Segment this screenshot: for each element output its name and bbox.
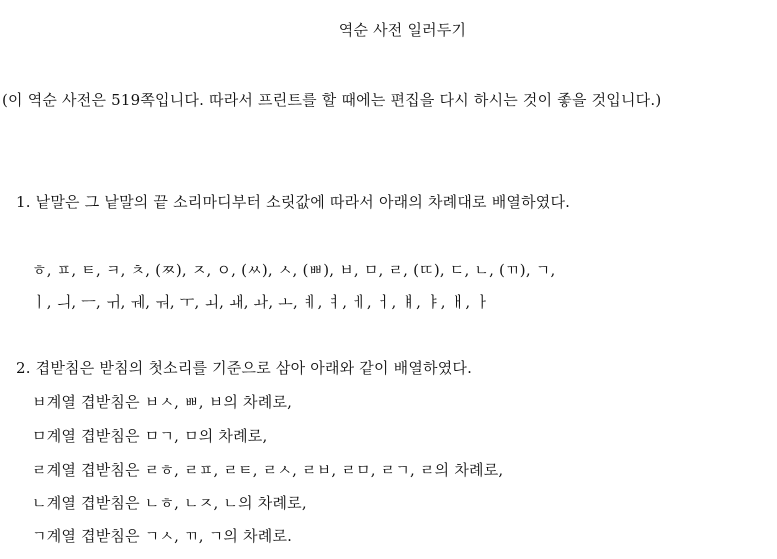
section-1-heading: 1. 낱말은 그 낱말의 끝 소리마디부터 소릿값에 따라서 아래의 차례대로 배열하였다. <box>16 193 571 211</box>
document-title: 역순 사전 일러두기 <box>338 21 467 39</box>
compound-final-row-bieup: ㅂ계열 겹받침은 ㅂㅅ, ㅃ, ㅂ의 차례로, <box>32 393 293 411</box>
compound-final-row-giyeok: ㄱ계열 겹받침은 ㄱㅅ, ㄲ, ㄱ의 차례로. <box>32 527 293 545</box>
compound-final-row-mieum: ㅁ계열 겹받침은 ㅁㄱ, ㅁ의 차례로, <box>32 427 268 445</box>
compound-final-row-nieun: ㄴ계열 겹받침은 ㄴㅎ, ㄴㅈ, ㄴ의 차례로, <box>32 494 307 512</box>
vowel-order-list: ㅣ, ㅢ, ㅡ, ㅟ, ㅞ, ㅝ, ㅜ, ㅚ, ㅙ, ㅘ, ㅗ, ㅖ, ㅕ, ㅔ, ㅓ, ㅒ, ㅑ, ㅐ, ㅏ <box>32 293 490 311</box>
page-count-note: (이 역순 사전은 519쪽입니다. 따라서 프린트를 할 때에는 편집을 다시 하시는 것이 좋을 것입니다.) <box>2 91 662 109</box>
compound-final-row-rieul: ㄹ계열 겹받침은 ㄹㅎ, ㄹㅍ, ㄹㅌ, ㄹㅅ, ㄹㅂ, ㄹㅁ, ㄹㄱ, ㄹ의 차례로, <box>32 461 504 479</box>
consonant-order-list: ㅎ, ㅍ, ㅌ, ㅋ, ㅊ, (ㅉ), ㅈ, ㅇ, (ㅆ), ㅅ, (ㅃ), ㅂ, ㅁ, ㄹ, (ㄸ), ㄷ, ㄴ, (ㄲ), ㄱ, <box>32 261 556 279</box>
section-2-heading: 2. 겹받침은 받침의 첫소리를 기준으로 삼아 아래와 같이 배열하였다. <box>16 359 473 377</box>
